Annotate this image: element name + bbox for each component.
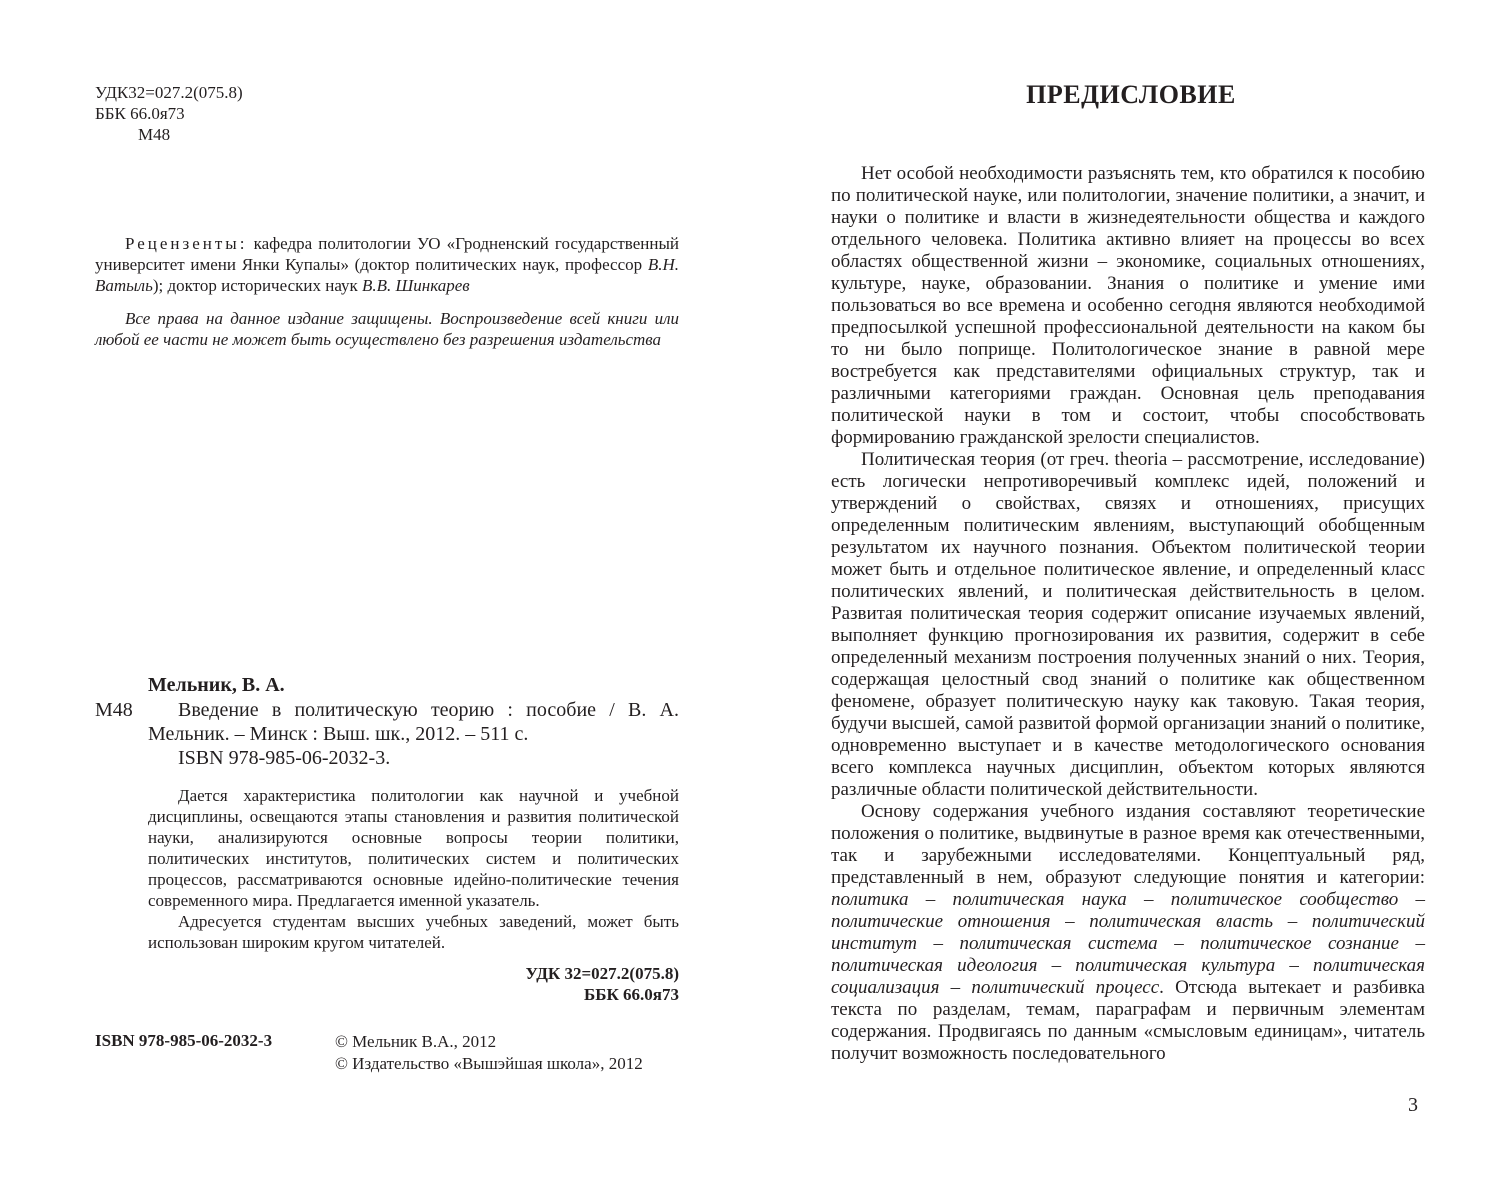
isbn-bottom: ISBN 978-985-06-2032-3 — [95, 1031, 273, 1050]
bbk-code: ББК 66.0я73 — [95, 104, 185, 123]
paragraph-start: Основу содержания учебного издания составляют теоретические положения о политике, выдвинутые в разное время как отечественными, так и зарубежными исследователями. Концептуальный ряд, представленный в нем, образуют следующие понятия и категории: — [831, 801, 1425, 888]
bib-mark: М48 — [95, 699, 133, 721]
copyright-author: © Мельник В.А., 2012 — [335, 1032, 497, 1051]
bbk-code-right: ББК 66.0я73 — [583, 985, 679, 1004]
annotation-paragraph: Адресуется студентам высших учебных заведений, может быть использован широким кругом читателей. — [148, 912, 679, 952]
bib-isbn: ISBN 978-985-06-2032-3. — [178, 747, 391, 769]
copyright-block — [335, 1031, 643, 1075]
annotation-paragraph: Дается характеристика политологии как научной и учебной дисциплины, освещаются этапы становления и развития политической науки, анализируются основные вопросы теории политики, политических институтов, политических систем и политических процессов, рассматриваются основные идейно-политические течения современного мира. Предлагается именной указатель. — [148, 786, 679, 910]
page-title: ПРЕДИСЛОВИЕ — [1026, 80, 1236, 109]
classification-codes — [95, 82, 243, 145]
reviewer-1: В.Н. Ватыль — [95, 255, 679, 295]
paragraph-end: . Отсюда вытекает и разбивка текста по разделам, темам, параграфам и первичным элементам содержания. Продвигаясь по данным «смысловым единицам», читатель получит возможность последовательного — [831, 977, 1425, 1064]
preface-paragraph — [831, 801, 1425, 1065]
preface-paragraph: Политическая теория (от греч. theoria – рассмотрение, исследование) есть логически непротиворечивый комплекс идей, положений и утверждений о свойствах, связях и отношениях, присущих определенным политическим явлениям, выступающий обобщенным результатом их научного познания. Объектом политической теории может быть и отдельное политическое явление, и определенный класс политических явлений, и политическая действительность в целом. Развитая политическая теория содержит описание изучаемых явлений, выполняет функцию прогнозирования их развития, содержит в себе определенный механизм построения полученных знаний о них. Теория, содержащая целостный свод знаний о политике как общественном феномене, образует политическую науку как таковую. Такая теория, будучи высшей, самой развитой формой организации знаний о политике, одновременно выступает и в качестве методологического основания всего комплекса научных дисциплин, объектом которых являются различные области политической действительности. — [831, 449, 1425, 800]
rights-notice: Все права на данное издание защищены. Воспроизведение всей книги или любой ее части не может быть осуществлено без разрешения издательства — [95, 309, 679, 349]
page-number: 3 — [1408, 1094, 1418, 1116]
reviewers-block — [95, 233, 679, 296]
copyright-publisher: © Издательство «Вышэйшая школа», 2012 — [335, 1054, 643, 1073]
udk-code: УДК32=027.2(075.8) — [95, 83, 243, 102]
annotation — [148, 785, 679, 953]
bib-author: Мельник, В. А. — [148, 674, 285, 696]
preface-paragraph: Нет особой необходимости разъяснять тем, кто обратился к пособию по политической науке, или политологии, значение политики, а значит, и науки о политике и власти в жизнедеятельности общества и каждого отдельного человека. Политика активно влияет на процессы во всех областях общественной жизни – экономике, социальных отношениях, культуре, науке, образовании. Знания о политике и умение ими пользоваться во все времена и особенно сегодня являются необходимой предпосылкой успешной профессиональной деятельности на каком бы то ни было поприще. Политологическое знание в равной мере востребуется как представителями официальных структур, так и различными категориями граждан. Основная цель преподавания политической науки в том и состоит, чтобы способствовать формированию гражданской зрелости специалистов. — [831, 163, 1425, 448]
reviewers-mid: ); доктор исторических наук — [152, 276, 363, 295]
classification-codes-right — [525, 963, 679, 1005]
author-mark: М48 — [138, 125, 171, 144]
reviewers-label: Рецензенты: — [125, 234, 248, 253]
concept-chain: политика – политическая наука – политическое сообщество – политические отношения – политическая власть – политический институт – политическая система – политическое сознание – политическая идеология – политическая культура – политическая социализация – политический процесс — [831, 889, 1425, 998]
udk-code-right: УДК 32=027.2(075.8) — [525, 964, 679, 983]
bib-description: Введение в политическую теорию : пособие / В. А. Мельник. – Минск : Выш. шк., 2012. – 511 с. — [148, 699, 679, 745]
reviewer-2: В.В. Шинкарев — [362, 276, 470, 295]
right-page — [756, 0, 1512, 1182]
preface-body — [831, 163, 1425, 1065]
reviewers-text: кафедра политологии УО «Гродненский государственный университет имени Янки Купалы» (доктор политических наук, профессор — [95, 234, 679, 274]
